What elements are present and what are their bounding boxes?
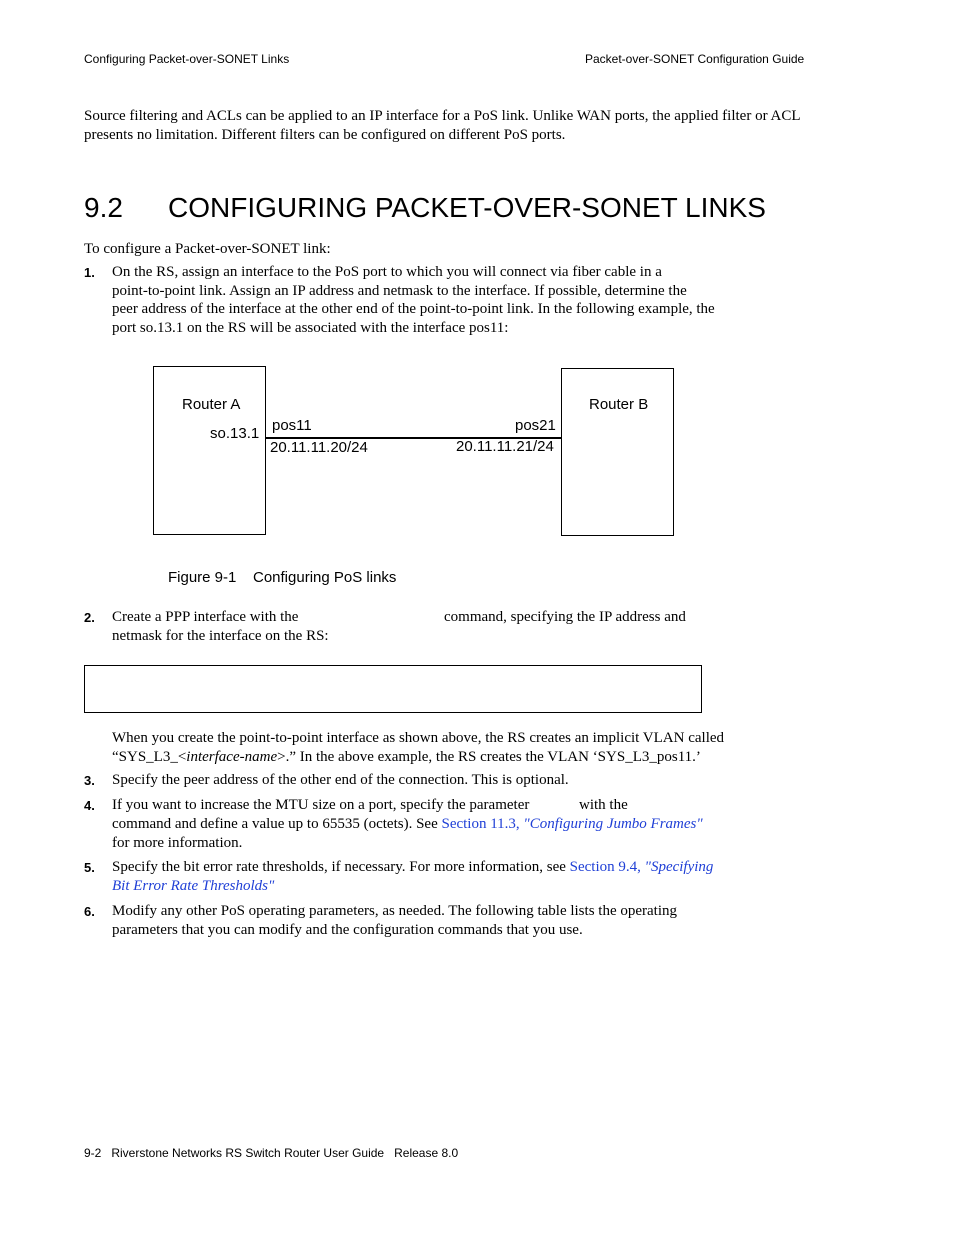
step-2-number: 2. [84,610,95,625]
interface-b-label: pos21 [515,417,556,434]
bit-error-rate-link-continued[interactable]: Bit Error Rate Thresholds" [112,878,275,894]
router-b-box [561,368,674,536]
interface-a-label: pos11 [272,417,312,434]
step-6-number: 6. [84,904,95,919]
step-1-line-2: point-to-point link. Assign an IP address and netmask to the interface. If possible, determine the [112,283,687,299]
intro-line-2: presents no limitation. Different filters can be configured on different PoS ports. [84,127,566,143]
step-4-line-3: for more information. [112,835,243,851]
section-number: 9.2 [84,192,123,223]
ip-address-b-label: 20.11.11.21/24 [456,438,554,455]
page-footer: 9-2 Riverstone Networks RS Switch Router User Guide Release 8.0 [84,1146,459,1160]
step-2-line-2: netmask for the interface on the RS: [112,628,329,644]
step-6-line-1: Modify any other PoS operating parameters, as needed. The following table lists the operating [112,903,677,919]
step-1-line-3: peer address of the interface at the other end of the point-to-point link. In the following example, the [112,301,715,317]
step-5-number: 5. [84,860,95,875]
bit-error-rate-link[interactable]: Section 9.4, "Specifying [569,859,714,875]
router-b-label: Router B [589,396,649,413]
step-5-line-1: Specify the bit error rate thresholds, if necessary. For more information, see Section 9.4, "Specifying [112,859,714,875]
step-4-number: 4. [84,798,95,813]
step-4-text-a: If you want to increase the MTU size on a port, specify the parameter [112,797,530,813]
step-3-text: Specify the peer address of the other end of the connection. This is optional. [112,772,569,788]
step-6-line-2: parameters that you can modify and the configuration commands that you use. [112,922,583,938]
running-header-left: Configuring Packet-over-SONET Links [84,52,290,66]
figure-caption: Configuring PoS links [253,569,397,586]
step-1-line-4: port so.13.1 on the RS will be associated with the interface pos11: [112,320,509,336]
ip-address-a-label: 20.11.11.20/24 [270,439,368,456]
jumbo-frames-link[interactable]: Section 11.3, "Configuring Jumbo Frames" [441,816,703,832]
step-4-line-2: command and define a value up to 65535 (octets). See Section 11.3, "Configuring Jumbo Frames" [112,816,703,832]
port-label: so.13.1 [210,425,260,442]
figure-number: Figure 9-1 [168,569,237,586]
step-2-text-b: command, specifying the IP address and [444,609,686,625]
section-title: CONFIGURING PACKET-OVER-SONET LINKS [168,192,766,223]
running-header-right: Packet-over-SONET Configuration Guide [585,52,805,66]
note-line-2: “SYS_L3_<interface-name>.” In the above example, the RS creates the VLAN ‘SYS_L3_pos11.’ [112,749,701,765]
step-2-text-a: Create a PPP interface with the [112,609,299,625]
step-1-line-1: On the RS, assign an interface to the PoS port to which you will connect via fiber cable in a [112,264,662,280]
router-a-box [153,366,266,535]
command-example-box [84,665,702,713]
intro-line-1: Source filtering and ACLs can be applied to an IP interface for a PoS link. Unlike WAN ports, the applied filter or ACL [84,108,801,124]
step-4-text-b: with the [579,797,628,813]
router-a-label: Router A [182,396,241,413]
note-line-1: When you create the point-to-point interface as shown above, the RS creates an implicit VLAN called [112,730,725,746]
lead-text: To configure a Packet-over-SONET link: [84,241,331,257]
step-3-number: 3. [84,773,95,788]
step-1-number: 1. [84,265,95,280]
